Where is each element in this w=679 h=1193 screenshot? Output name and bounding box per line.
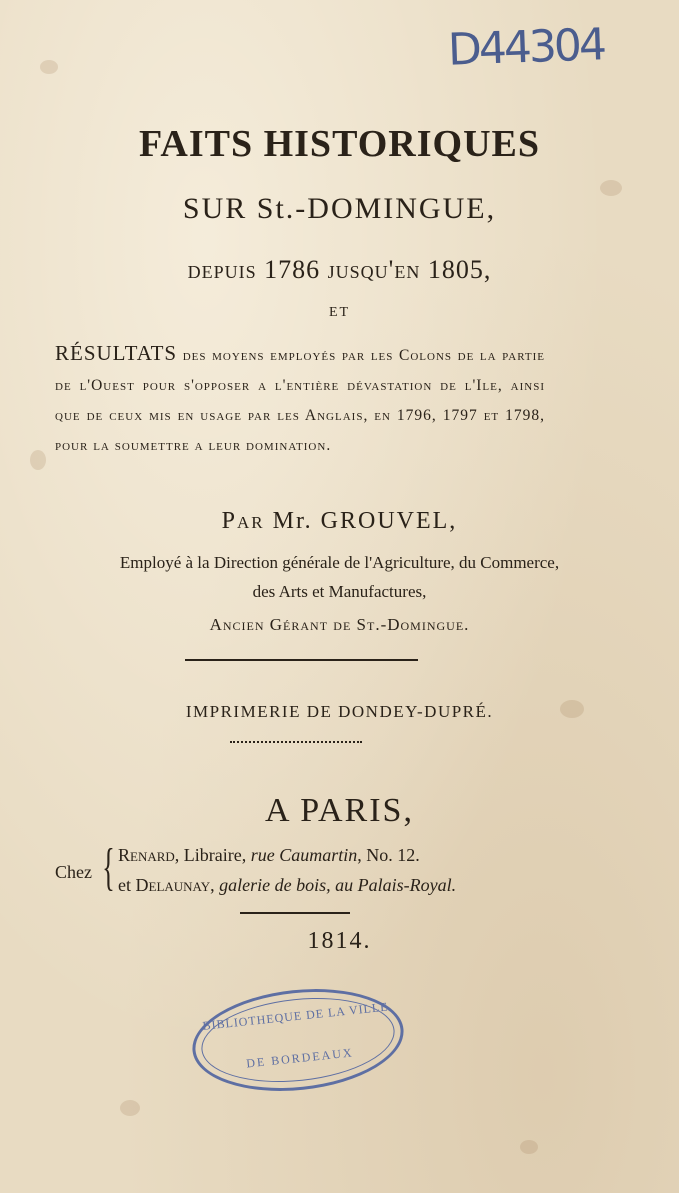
foxing-spot (30, 450, 46, 470)
subtitle-text: des moyens employés par les Colons de la partie de l'Ouest pour s'opposer a l'entière dévastation de l'Ile, ainsi que de ceux mis en usage par les Anglais, en 1796, 1797 et 1798, pour la soumettre a leur domination. (55, 347, 546, 454)
title-line-1: FAITS HISTORIQUES (138, 123, 540, 165)
divider-rule-short (240, 912, 350, 914)
seller-1 (118, 845, 420, 866)
ornamental-rule (230, 741, 362, 747)
foxing-spot (120, 1100, 140, 1116)
seller-2 (118, 875, 456, 896)
stamp-text-bottom: DE BORDEAUX (245, 1045, 355, 1071)
title-line-3: depuis 1786 jusqu'en 1805, (187, 255, 492, 284)
brace-glyph: { (102, 839, 115, 896)
author-line (0, 508, 679, 535)
author-prefix: Par (221, 508, 265, 534)
foxing-spot (520, 1140, 538, 1154)
seller-2-place: galerie de bois, au Palais-Royal. (219, 875, 457, 895)
divider-rule (185, 659, 418, 661)
sellers-chez: Chez (55, 862, 92, 882)
seller-1-number: , No. 12. (357, 845, 420, 865)
author-position-3: Ancien Gérant de St.-Domingue. (209, 615, 470, 634)
handwritten-shelfmark: D44304 (447, 19, 605, 76)
seller-2-prefix: et (118, 875, 136, 895)
title-connector: ET (328, 305, 351, 320)
subtitle-lead: RÉSULTATS (55, 341, 178, 365)
seller-1-rest: , Libraire, (174, 845, 251, 865)
foxing-spot (40, 60, 58, 74)
year: 1814. (307, 928, 372, 954)
subtitle-paragraph (55, 338, 545, 461)
seller-1-street: rue Caumartin (250, 845, 358, 865)
place-line: A PARIS, (265, 792, 414, 829)
seller-2-name: Delaunay (135, 875, 211, 895)
seller-2-rest: , (210, 875, 220, 895)
author-position-2: des Arts et Manufactures, (252, 582, 427, 601)
printer-line: IMPRIMERIE DE DONDEY-DUPRÉ. (185, 702, 494, 721)
stamp-text-top: BIBLIOTHEQUE DE LA VILLE (201, 999, 390, 1033)
author-position-1: Employé à la Direction générale de l'Agriculture, du Commerce, (119, 553, 560, 572)
library-stamp (187, 979, 408, 1101)
title-line-2: SUR St.-DOMINGUE, (182, 192, 497, 225)
author-name: Mr. GROUVEL, (272, 508, 458, 534)
seller-1-name: Renard (118, 845, 175, 865)
